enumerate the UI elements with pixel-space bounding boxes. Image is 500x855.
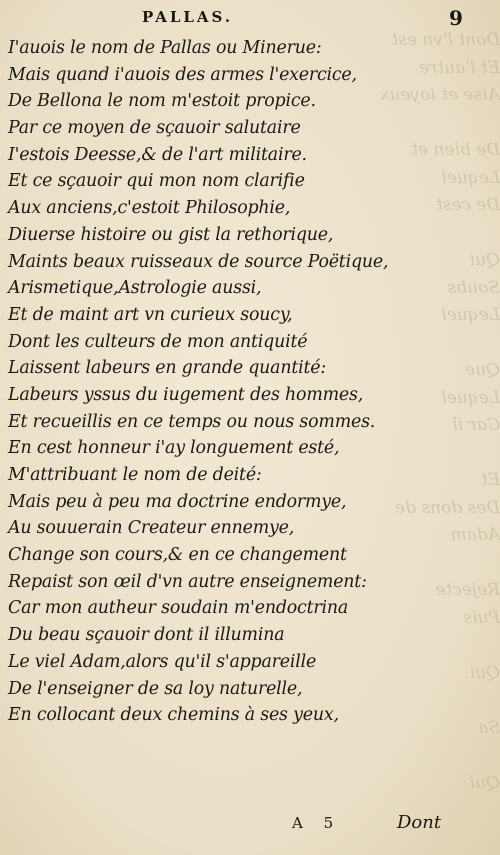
- verse-line: De l'enseigner de sa loy naturelle,: [8, 678, 303, 699]
- verse-line: Le viel Adam,alors qu'il s'appareille: [8, 651, 317, 672]
- page-footer: [0, 810, 500, 840]
- verse-line: Diuerse histoire ou gist la rethorique,: [8, 224, 334, 245]
- verse-line: Au souuerain Createur ennemye,: [8, 518, 295, 539]
- verse-line: Et recueillis en ce temps ou nous sommes.: [8, 411, 376, 432]
- verse-line: Mais quand i'auois des armes l'exercice,: [8, 64, 357, 85]
- signature-mark: A 5: [292, 814, 342, 832]
- page-header: [0, 6, 500, 30]
- running-title: PALLAS.: [142, 8, 234, 26]
- verse-line: En cest honneur i'ay longuement esté,: [8, 438, 340, 459]
- verse-line: En collocant deux chemins à ses yeux,: [8, 705, 339, 726]
- verse-line: Maints beaux ruisseaux de source Poëtique,: [8, 251, 389, 272]
- verse-line: Aux anciens,c'estoit Philosophie,: [8, 198, 291, 219]
- verse-line: Dont les culteurs de mon antiquité: [8, 331, 308, 352]
- verse-line: I'estois Deesse,& de l'art militaire.: [8, 144, 307, 165]
- poem-verses: [8, 35, 403, 729]
- page-number: 9: [449, 6, 463, 30]
- verse-line: De Bellona le nom m'estoit propice.: [8, 91, 316, 112]
- verse-line: Change son cours,& en ce changement: [8, 545, 347, 566]
- verse-line: Labeurs yssus du iugement des hommes,: [8, 384, 364, 405]
- catchword: Dont: [397, 812, 442, 833]
- verse-line: Car mon autheur soudain m'endoctrina: [8, 598, 349, 619]
- verse-line: Repaist son œil d'vn autre enseignement:: [8, 571, 367, 592]
- verse-line: I'auois le nom de Pallas ou Minerue:: [8, 38, 322, 58]
- verse-line: Et ce sçauoir qui mon nom clarifie: [8, 171, 305, 192]
- verse-line: Par ce moyen de sçauoir salutaire: [8, 118, 301, 139]
- verse-line: Mais peu à peu ma doctrine endormye,: [8, 491, 347, 512]
- verse-line: M'attribuant le nom de deité:: [8, 465, 262, 485]
- verse-line: Et de maint art vn curieux soucy,: [8, 304, 293, 325]
- verse-line: Du beau sçauoir dont il illumina: [8, 625, 285, 646]
- verse-line: Laissent labeurs en grande quantité:: [8, 358, 327, 379]
- show-through-text: Dont l'vn est Et l'autre Aise et ioyeux De bien et Lequel De cest Qui Soubs Lequel Que Lequel Car il Et Des dons de Adam Rejecte Puis Qui Sa Qui: [380, 30, 500, 793]
- verse-line: Arismetique,Astrologie aussi,: [8, 278, 262, 299]
